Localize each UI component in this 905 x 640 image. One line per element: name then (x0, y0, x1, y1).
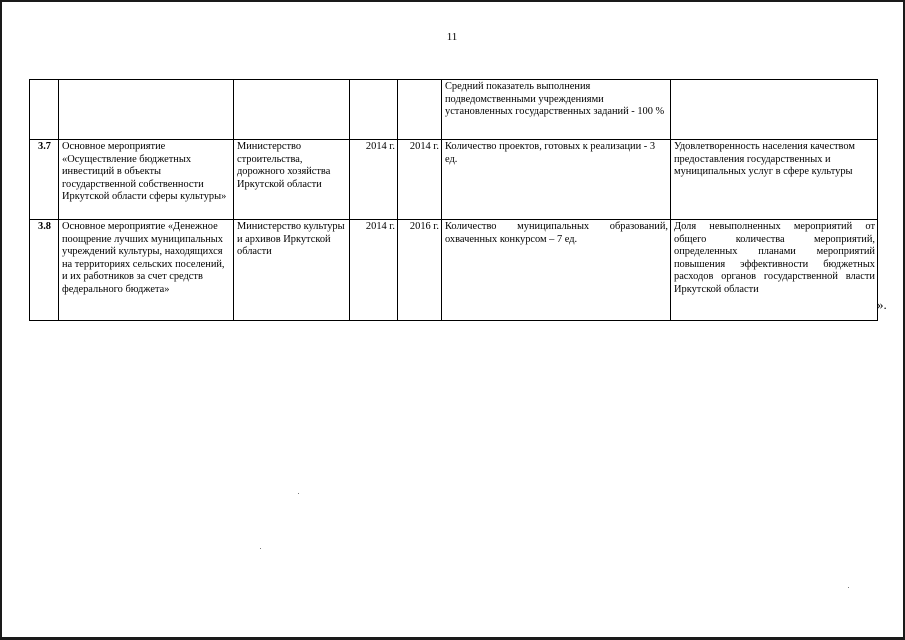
indicator-cell: Средний показатель выполнения подведомственными учреждениями установленных государственных заданий - 100 % (442, 80, 671, 140)
row-number-cell: 3.7 (30, 140, 59, 220)
executor-cell: Министерство культуры и архивов Иркутской области (234, 220, 350, 321)
activity-name-cell (59, 80, 234, 140)
end-year-cell (398, 80, 442, 140)
end-year-cell: 2016 г. (398, 220, 442, 321)
activity-name-cell: Основное мероприятие «Осуществление бюджетных инвестиций в объекты государственной собственности Иркутской области сферы культуры» (59, 140, 234, 220)
indicator-cell: Количество проектов, готовых к реализации - 3 ед. (442, 140, 671, 220)
scan-border-left (0, 0, 2, 640)
row-number-cell: 3.8 (30, 220, 59, 321)
result-cell: Удовлетворенность населения качеством предоставления государственных и муниципальных услуг в сфере культуры (671, 140, 878, 220)
executor-cell: Министерство строительства, дорожного хозяйства Иркутской области (234, 140, 350, 220)
row-number-cell (30, 80, 59, 140)
activity-name-cell: Основное мероприятие «Денежное поощрение лучших муниципальных учреждений культуры, находящихся на территориях сельских поселений, и их работников за счет средств федерального бюджета» (59, 220, 234, 321)
table-row (30, 140, 878, 220)
table-row (30, 80, 878, 140)
scan-border-top (0, 0, 905, 2)
start-year-cell (350, 80, 398, 140)
activities-table (29, 79, 878, 321)
table-row (30, 220, 878, 321)
result-cell (671, 80, 878, 140)
scan-speck (298, 493, 299, 494)
scan-speck (848, 587, 849, 588)
indicator-cell: Количество муниципальных образований, охваченных конкурсом – 7 ед. (442, 220, 671, 321)
start-year-cell: 2014 г. (350, 140, 398, 220)
start-year-cell: 2014 г. (350, 220, 398, 321)
executor-cell (234, 80, 350, 140)
page-number: 11 (446, 31, 458, 43)
end-year-cell: 2014 г. (398, 140, 442, 220)
closing-quote: ». (877, 297, 887, 312)
scan-speck (260, 548, 261, 549)
result-cell: Доля невыполненных мероприятий от общего количества мероприятий, определенных планами мероприятий повышения эффективности бюджетных расходов органов государственной власти Иркутской области (671, 220, 878, 321)
